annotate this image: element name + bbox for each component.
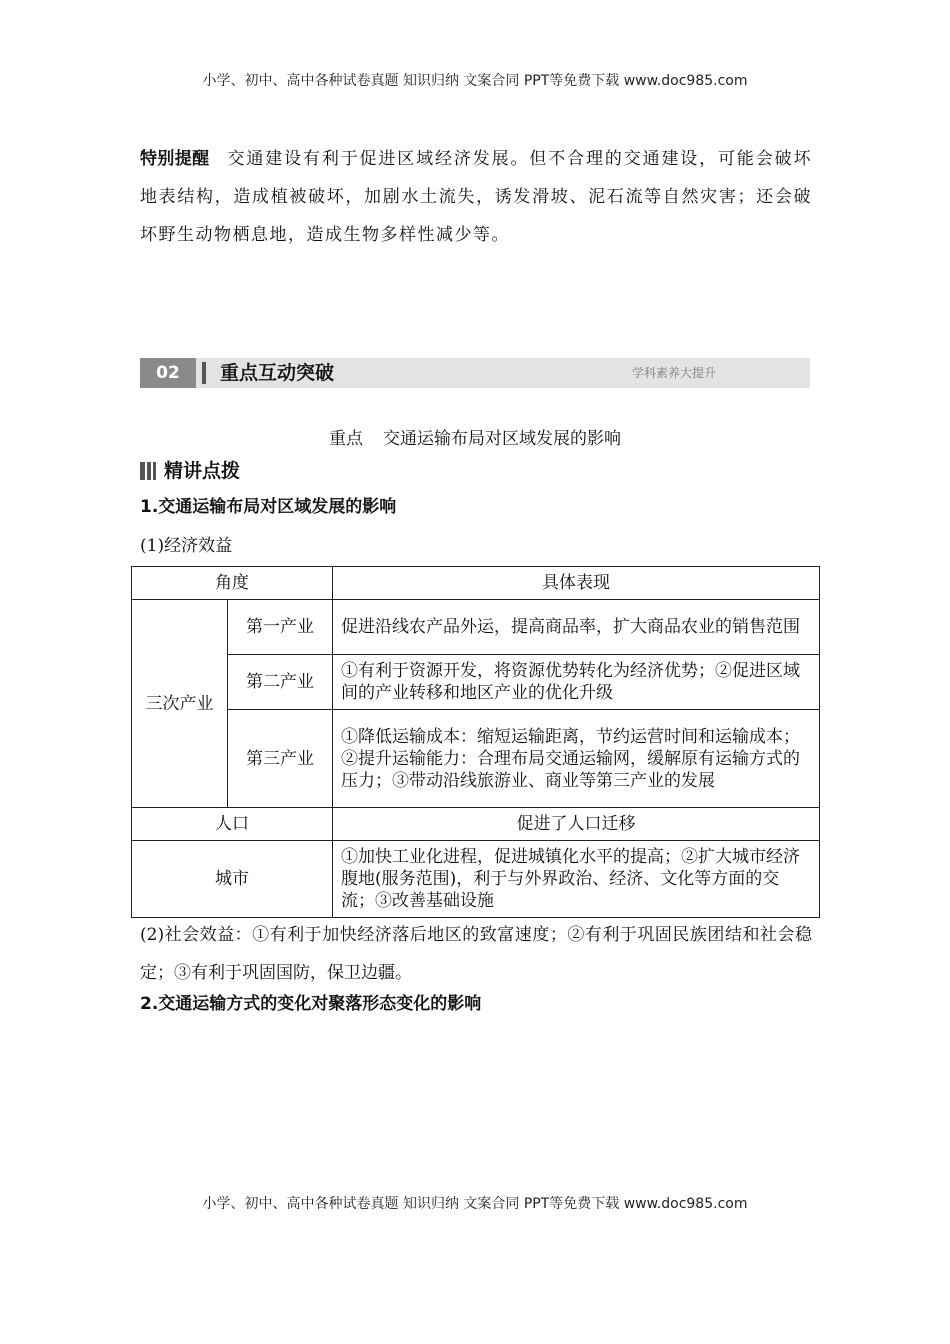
- section-banner: [140, 358, 810, 388]
- city-cell: 城市: [132, 841, 333, 918]
- table-row: [132, 808, 820, 841]
- group-cell: 三次产业: [132, 600, 228, 808]
- detail-cell: 促进沿线农产品外运，提高商品率，扩大商品农业的销售范围: [333, 600, 820, 655]
- table-header-row: [132, 567, 820, 600]
- heading-bar-icon: [140, 462, 156, 480]
- table-row: [132, 710, 820, 808]
- banner-divider: [202, 362, 206, 384]
- industry-cell: 第二产业: [228, 655, 333, 710]
- impact-table: [131, 566, 820, 918]
- section2-title: 2.交通运输方式的变化对聚落形态变化的影响: [140, 994, 482, 1014]
- jingjiang-label: 精讲点拨: [164, 460, 241, 482]
- detail-cell: ①有利于资源开发，将资源优势转化为经济优势；②促进区域间的产业转移和地区产业的优化升级: [333, 655, 820, 710]
- economic-benefit-heading: (1)经济效益: [140, 536, 233, 556]
- table-header-detail: 具体表现: [333, 567, 820, 600]
- page-header: 小学、初中、高中各种试卷真题 知识归纳 文案合同 PPT等免费下载 www.doc985.com: [202, 73, 748, 89]
- industry-cell: 第三产业: [228, 710, 333, 808]
- table-row: [132, 655, 820, 710]
- table-header-angle: 角度: [132, 567, 333, 600]
- detail-cell: ①降低运输成本：缩短运输距离，节约运营时间和运输成本；②提升运输能力：合理布局交通运输网，缓解原有运输方式的压力；③带动沿线旅游业、商业等第三产业的发展: [333, 710, 820, 808]
- population-detail: 促进了人口迁移: [333, 808, 820, 841]
- reminder-label: 特别提醒: [140, 149, 210, 169]
- social-benefit-paragraph: (2)社会效益：①有利于加快经济落后地区的致富速度；②有利于巩固民族团结和社会稳定；③有利于巩固国防，保卫边疆。: [140, 925, 812, 983]
- banner-subtitle: 学科素养大提升: [631, 366, 716, 380]
- section1-title: 1.交通运输布局对区域发展的影响: [140, 497, 397, 517]
- reminder-text: 交通建设有利于促进区域经济发展。但不合理的交通建设，可能会破坏地表结构，造成植被破坏，加剧水土流失，诱发滑坡、泥石流等自然灾害；还会破坏野生动物栖息地，造成生物多样性减少等。: [140, 149, 813, 245]
- city-detail: ①加快工业化进程，促进城镇化水平的提高；②扩大城市经济腹地(服务范围)，利于与外界政治、经济、文化等方面的交流；③改善基础设施: [333, 841, 820, 918]
- industry-cell: 第一产业: [228, 600, 333, 655]
- key-point-label: 重点: [329, 429, 363, 449]
- population-cell: 人口: [132, 808, 333, 841]
- special-reminder: [140, 140, 812, 254]
- table-row: [132, 600, 820, 655]
- banner-number: 02: [140, 358, 196, 388]
- banner-title: 重点互动突破: [220, 362, 335, 384]
- key-point-text: 交通运输布局对区域发展的影响: [383, 429, 621, 449]
- key-point-title: [0, 424, 950, 449]
- table-row: [132, 841, 820, 918]
- page-footer: 小学、初中、高中各种试卷真题 知识归纳 文案合同 PPT等免费下载 www.doc985.com: [202, 1196, 748, 1212]
